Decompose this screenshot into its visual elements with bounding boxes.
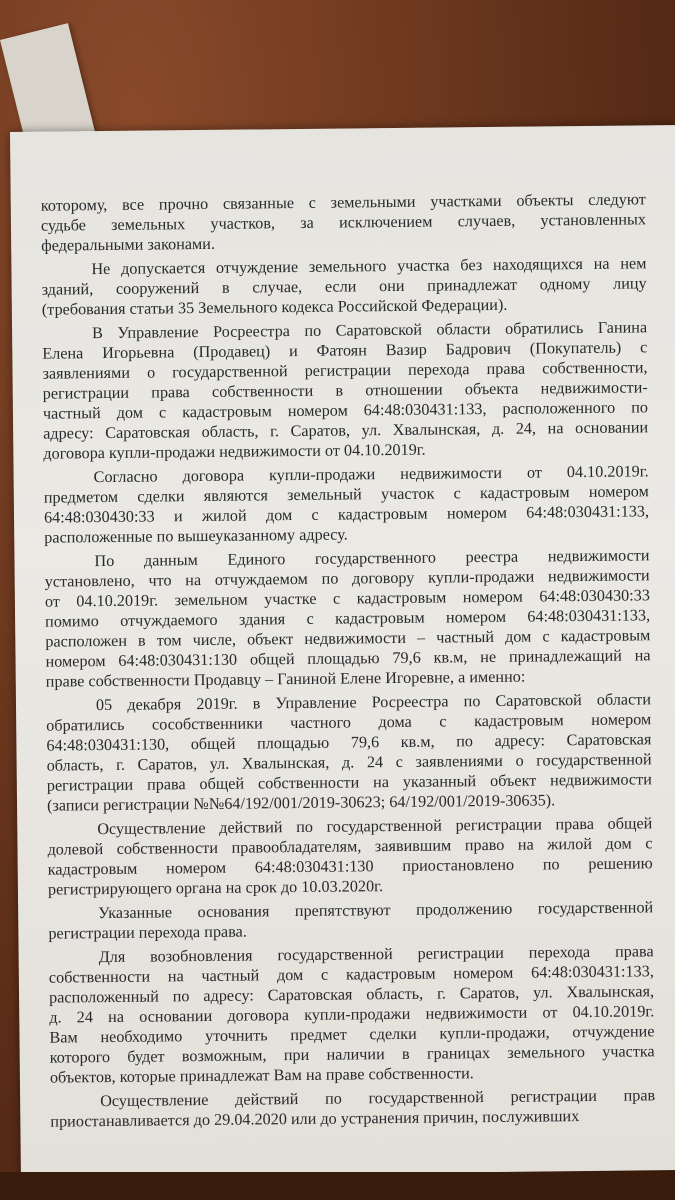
text-line: В Управление Росреестра по Саратовской области обратились Ганина — [92, 318, 648, 343]
text-line: Осуществление действий по государственной регистрации прав — [100, 1086, 656, 1111]
text-line: расположенные по вышеуказанному адресу. — [44, 525, 348, 547]
text-line: которого будет возможным, при наличии в границах земельного участка — [49, 1042, 655, 1067]
text-line: частный дом с кадастровым номером 64:48:030431:133, расположенного по — [42, 398, 649, 423]
text-line: д. 24 на основании договора купли-продажи недвижимости от 04.10.2019г. — [49, 1002, 655, 1027]
text-line: регистрации перехода права. — [48, 922, 247, 943]
paragraph — [48, 897, 653, 943]
paragraph — [42, 317, 648, 463]
text-line: номером 64:48:030431:130 общей площадью 79,6 кв.м, не принадлежащий на — [45, 646, 651, 671]
text-line: регистрации права собственности в отношении объекта недвижимости- — [42, 378, 648, 403]
text-line: собственности на частный дом с кадастровым номером 64:48:030431:133, — [48, 962, 654, 987]
text-line: 64:48:030431:130, общей площадью 79,6 кв.м, по адресу: Саратовская — [46, 730, 652, 755]
text-line: приостанавливается до 29.04.2020 или до устранения причин, послуживших — [50, 1107, 580, 1131]
text-line: которому, все прочно связанные с земельными участками объекты следуют — [40, 190, 646, 215]
text-line: праве собственности Продавцу – Ганиной Елене Игоревне, а именно: — [45, 667, 526, 691]
text-line: от 04.10.2019г. земельном участке с кадастровым номером 64:48:030430:33 — [44, 586, 650, 611]
text-line: предметом сделки являются земельный участок с кадастровым номером — [43, 482, 649, 507]
text-line: Для возобновления государственной регистрации перехода права — [98, 942, 654, 967]
text-line: кадастровым номером 64:48:030431:130 приостановлено по решению — [47, 854, 653, 879]
paragraph — [41, 189, 647, 255]
paragraph — [50, 1085, 655, 1131]
text-line: Вам необходимо уточнить предмет сделки купли-продажи, отчуждение — [49, 1022, 655, 1047]
text-line: объектов, которые принадлежат Вам на праве собственности. — [49, 1064, 474, 1087]
text-line: заявлениями о государственной регистрации перехода права собственности, — [42, 358, 648, 383]
text-line: договора купли-продажи недвижимости от 04.10.2019г. — [43, 440, 426, 463]
text-line: долевой собственности правообладателям, заявившим право на жилой дом с — [47, 834, 653, 859]
desk-edge — [0, 1172, 675, 1200]
text-line: (требования статьи 35 Земельного кодекса Российской Федерации). — [41, 295, 508, 319]
paragraph — [49, 941, 655, 1087]
text-line: обратились сособственники частного дома с кадастровым номером — [46, 710, 652, 735]
text-line: Не допускается отчуждение земельного участка без находящихся на нем — [91, 254, 647, 279]
text-line: Елена Игорьевна (Продавец) и Фатоян Вазир Бадрович (Покупатель) с — [42, 338, 648, 363]
text-line: По данным Единого государственного реестра недвижимости — [94, 546, 650, 571]
paragraph — [44, 461, 650, 547]
text-line: помимо отчуждаемого здания с кадастровым номером 64:48:030431:133, — [45, 606, 651, 631]
text-line: 64:48:030430:33 и жилой дом с кадастровым номером 64:48:030431:133, — [43, 502, 650, 527]
text-line: регистрации права общей собственности на указанный объект недвижимости — [46, 770, 652, 795]
text-line: Осуществление действий по государственной регистрации права общей — [97, 814, 653, 839]
text-line: расположен в том числе, объект недвижимости – частный дом с кадастровым — [45, 626, 651, 651]
paragraph — [41, 253, 647, 319]
text-line: область, г. Саратов, ул. Хвалынская, д. 24 с заявлениями о государственной — [46, 750, 652, 775]
paragraph — [44, 545, 650, 691]
text-line: федеральными законами. — [41, 234, 216, 255]
paragraph — [46, 689, 652, 815]
text-line: регистрирующего органа на срок до 10.03.2020г. — [47, 877, 384, 899]
text-line: расположенный по адресу: Саратовская область, г. Саратов, ул. Хвалынская, — [48, 982, 655, 1007]
text-line: установлено, что на отчуждаемом по договору купли-продажи недвижимости — [44, 566, 650, 591]
paragraph — [47, 813, 653, 899]
text-line: 05 декабря 2019г. в Управление Росреестра по Саратовской области — [95, 690, 652, 715]
text-line: зданий, сооружений в случае, если они принадлежат одному лицу — [41, 274, 647, 299]
text-line: Указанные основания препятствуют продолжению государственной — [98, 898, 654, 923]
document-page — [10, 125, 675, 1177]
text-line: судьбе земельных участков, за исключением случаев, установленных — [40, 210, 647, 235]
text-line: Согласно договора купли-продажи недвижимости от 04.10.2019г. — [93, 462, 649, 487]
document-body — [41, 189, 656, 1131]
text-line: (записи регистрации №№64/192/001/2019-30623; 64/192/001/2019-30635). — [46, 791, 556, 815]
text-line: адресу: Саратовская область, г. Саратов, ул. Хвалынская, д. 24, на основании — [43, 418, 649, 443]
